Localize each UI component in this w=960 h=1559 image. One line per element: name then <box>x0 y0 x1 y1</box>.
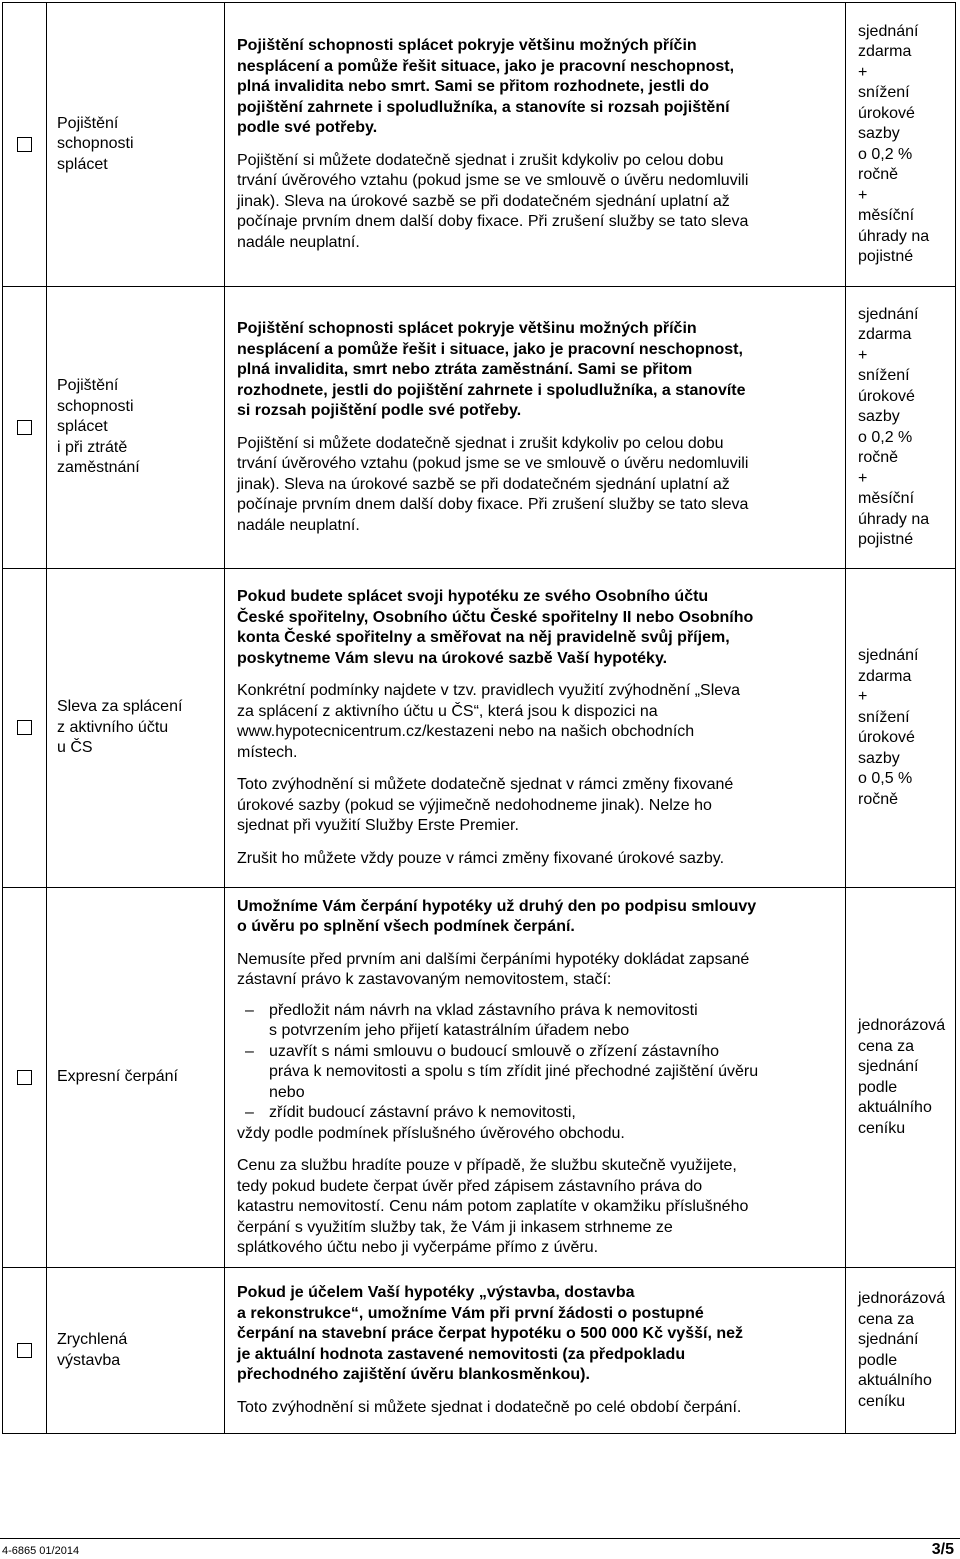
list-line: práva k nemovitosti a spolu s tím zřídit jiné přechodné zajištění úvěru <box>269 1063 759 1080</box>
benefit-line: zdarma <box>858 43 912 60</box>
desc-line: sjednat při využití Služby Erste Premier. <box>237 817 519 834</box>
dash-bullet: – <box>245 1042 254 1060</box>
desc-line: vždy podle podmínek příslušného úvěrového obchodu. <box>237 1124 625 1142</box>
desc-line: trvání úvěrového vztahu (pokud jsme se ve smlouvě o úvěru nedomluvili <box>237 172 749 189</box>
desc-line: Pojištění si můžete dodatečně sjednat i zrušit kdykoliv po celou dobu <box>237 151 724 169</box>
service-description <box>225 569 846 888</box>
benefit-line: cena za <box>858 1037 915 1055</box>
list-line: nebo <box>269 1083 305 1101</box>
name-line: Sleva za splácení <box>57 698 183 716</box>
desc-line: rozhodnete, jestli do pojištění zahrnete i spoludlužníka, a stanovíte <box>237 381 746 399</box>
desc-line: o úvěru po splnění všech podmínek čerpání. <box>237 918 575 935</box>
desc-line: podle své potřeby. <box>237 119 378 136</box>
desc-line: Nemusíte před prvním ani dalšími čerpáními hypotéky dokládat zapsané <box>237 950 750 968</box>
service-description <box>225 3 846 287</box>
benefit-line: + <box>858 346 868 364</box>
desc-line: místech. <box>237 743 298 761</box>
desc-line: plná invalidita, smrt nebo ztráta zaměstnání. Sami se přitom <box>237 361 693 378</box>
name-line: Pojištění <box>57 114 119 132</box>
benefit-line: pojistné <box>858 531 914 548</box>
benefit-line: sjednání <box>858 22 919 40</box>
table-row <box>3 3 956 287</box>
benefit-line: aktuálního <box>858 1099 932 1116</box>
name-line: zaměstnání <box>57 459 140 477</box>
footer-divider <box>0 1538 960 1539</box>
benefit-line: jednorázová <box>858 1017 946 1034</box>
list-line: s potvrzením jeho přijetí katastrálním úřadem nebo <box>269 1022 630 1039</box>
benefit-line: úhrady na <box>858 510 930 528</box>
desc-line: trvání úvěrového vztahu (pokud jsme se ve smlouvě o úvěru nedomluvili <box>237 455 749 472</box>
benefit-line: cena za <box>858 1310 915 1328</box>
checkbox[interactable] <box>17 420 32 435</box>
desc-line: si rozsah pojištění podle své potřeby. <box>237 402 522 419</box>
benefit-line: sjednání podle <box>858 1058 919 1096</box>
service-name <box>47 888 225 1268</box>
service-name <box>47 287 225 569</box>
benefit-line: úrokové sazby <box>858 104 915 142</box>
dash-bullet: – <box>245 1001 254 1019</box>
name-line: Expresní čerpání <box>57 1068 178 1086</box>
dash-bullet: – <box>245 1104 254 1121</box>
list-item <box>237 1001 833 1042</box>
table-row <box>3 287 956 569</box>
service-benefit <box>846 888 956 1268</box>
desc-line: přechodného zajištění úvěru blankosměnkou). <box>237 1366 590 1383</box>
desc-line: jinak). Sleva na úrokové sazbě se při dodatečném sjednání uplatní až <box>237 192 730 210</box>
name-line: splácet <box>57 155 108 173</box>
desc-line: pojištění zahrnete i spoludlužníka, a stanovíte si rozsah pojištění <box>237 98 730 116</box>
benefit-line: úrokové sazby <box>858 387 915 425</box>
benefit-line: o 0,5 % ročně <box>858 770 913 808</box>
service-name <box>47 1268 225 1434</box>
benefit-line: zdarma <box>858 326 912 343</box>
benefit-line: sjednání <box>858 647 919 664</box>
service-description <box>225 1268 846 1434</box>
table-row <box>3 1268 956 1434</box>
service-benefit <box>846 3 956 287</box>
benefit-line: úhrady na <box>858 227 930 245</box>
service-name <box>47 3 225 287</box>
desc-line: za splácení z aktivního účtu u ČS“, která jsou k dispozici na <box>237 702 658 720</box>
checkbox[interactable] <box>17 1343 32 1358</box>
desc-line: Toto zvýhodnění si můžete sjednat i dodatečně po celé období čerpání. <box>237 1398 742 1416</box>
benefit-line: zdarma <box>858 667 912 685</box>
name-line: splácet <box>57 418 108 436</box>
list-item <box>237 1103 833 1124</box>
conditions-list <box>237 1001 833 1124</box>
benefit-line: pojistné <box>858 248 914 265</box>
benefit-line: o 0,2 % ročně <box>858 145 913 183</box>
service-benefit <box>846 287 956 569</box>
desc-line: Pokud budete splácet svoji hypotéku ze svého Osobního účtu <box>237 588 709 605</box>
benefit-line: úrokové sazby <box>858 729 915 767</box>
name-line: z aktivního účtu <box>57 718 169 736</box>
desc-line: čerpání s využitím služby tak, že Vám ji inkasem strhneme ze <box>237 1218 673 1236</box>
list-line: předložit nám návrh na vklad zástavního práva k nemovitosti <box>269 1001 698 1019</box>
document-code: 4-6865 01/2014 <box>2 1545 80 1557</box>
desc-line: www.hypotecnicentrum.cz/kestazeni nebo na našich obchodních <box>237 723 695 740</box>
desc-line: a rekonstrukce“, umožníme Vám při první žádosti o postupné <box>237 1304 704 1322</box>
desc-line: nesplácení a pomůže řešit situace, jako je pracovní neschopnost, <box>237 57 735 75</box>
table-row <box>3 569 956 888</box>
service-description <box>225 888 846 1268</box>
desc-line: jinak). Sleva na úrokové sazbě se při dodatečném sjednání uplatní až <box>237 475 730 493</box>
desc-line: katastru nemovitostí. Cenu nám potom zaplatíte v okamžiku příslušného <box>237 1198 749 1215</box>
desc-line: tedy pokud budete čerpat úvěr před zápisem zástavního práva do <box>237 1177 703 1195</box>
benefit-line: měsíční <box>858 490 915 507</box>
desc-line: zástavní právo k zastavovaným nemovitostem, stačí: <box>237 971 612 988</box>
service-benefit <box>846 1268 956 1434</box>
benefit-line: měsíční <box>858 207 915 224</box>
name-line: schopnosti <box>57 135 134 153</box>
benefit-line: ceníku <box>858 1119 906 1137</box>
checkbox[interactable] <box>17 1070 32 1085</box>
name-line: Zrychlená <box>57 1331 128 1348</box>
benefit-line: + <box>858 469 868 487</box>
benefit-line: + <box>858 186 868 204</box>
benefit-line: sjednání podle <box>858 1331 919 1369</box>
service-name <box>47 569 225 888</box>
desc-line: Umožníme Vám čerpání hypotéky už druhý den po podpisu smlouvy <box>237 897 757 915</box>
benefit-line: sjednání <box>858 305 919 323</box>
desc-line: nadále neuplatní. <box>237 233 360 251</box>
service-description <box>225 287 846 569</box>
desc-line: poskytneme Vám slevu na úrokové sazbě Vaší hypotéky. <box>237 649 668 667</box>
name-line: schopnosti <box>57 397 134 415</box>
list-item <box>237 1042 833 1104</box>
table-row <box>3 888 956 1268</box>
benefit-line: jednorázová <box>858 1290 946 1307</box>
checkbox[interactable] <box>17 720 32 735</box>
checkbox[interactable] <box>17 137 32 152</box>
list-line: uzavřít s námi smlouvu o budoucí smlouvě o zřízení zástavního <box>269 1042 719 1060</box>
desc-line: Cenu za službu hradíte pouze v případě, že službu skutečně využijete, <box>237 1157 737 1174</box>
benefit-line: snížení <box>858 708 910 726</box>
desc-line: splátkového účtu nebo ji vyčerpáme přímo z úvěru. <box>237 1239 599 1256</box>
name-line: i při ztrátě <box>57 438 128 456</box>
desc-line: úrokové sazby (pokud se výjimečně nedohodneme jinak). Nelze ho <box>237 796 712 814</box>
name-line: u ČS <box>57 739 93 757</box>
desc-line: Konkrétní podmínky najdete v tzv. pravidlech využití zvýhodnění „Sleva <box>237 682 741 699</box>
desc-line: konta České spořitelny a směřovat na něj pravidelně svůj příjem, <box>237 629 730 646</box>
desc-line: je aktuální hodnota zastavené nemovitosti (za předpokladu <box>237 1345 686 1363</box>
desc-line: počínaje prvním dnem další doby fixace. Při zrušení služby se tato sleva <box>237 213 749 230</box>
name-line: Pojištění <box>57 377 119 395</box>
services-table <box>2 2 956 1434</box>
desc-line: Pojištění si můžete dodatečně sjednat i zrušit kdykoliv po celou dobu <box>237 434 724 452</box>
desc-line: Toto zvýhodnění si můžete dodatečně sjednat v rámci změny fixované <box>237 776 734 793</box>
desc-line: počínaje prvním dnem další doby fixace. Při zrušení služby se tato sleva <box>237 496 749 513</box>
desc-line: České spořitelny, Osobního účtu České spořitelny II nebo Osobního <box>237 608 754 626</box>
benefit-line: snížení <box>858 84 910 101</box>
desc-line: Pokud je účelem Vaší hypotéky „výstavba, dostavba <box>237 1284 635 1301</box>
benefit-line: aktuálního <box>858 1372 932 1389</box>
list-line: zřídit budoucí zástavní právo k nemovitosti, <box>269 1104 576 1121</box>
benefit-line: ceníku <box>858 1392 906 1410</box>
page-number: 3/5 <box>931 1541 954 1558</box>
desc-line: nesplácení a pomůže řešit i situace, jako je pracovní neschopnost, <box>237 340 743 358</box>
desc-line: Pojištění schopnosti splácet pokryje většinu možných příčin <box>237 37 697 54</box>
desc-line: plná invalidita nebo smrt. Sami se přitom rozhodnete, jestli do <box>237 78 710 95</box>
benefit-line: + <box>858 688 868 705</box>
desc-line: Pojištění schopnosti splácet pokryje většinu možných příčin <box>237 320 697 337</box>
benefit-line: snížení <box>858 367 910 384</box>
name-line: výstavba <box>57 1351 121 1369</box>
desc-line: nadále neuplatní. <box>237 516 360 534</box>
desc-line: čerpání na stavební práce čerpat hypotéku o 500 000 Kč vyšší, než <box>237 1325 744 1342</box>
service-benefit <box>846 569 956 888</box>
benefit-line: o 0,2 % ročně <box>858 428 913 466</box>
benefit-line: + <box>858 63 868 81</box>
desc-line: Zrušit ho můžete vždy pouze v rámci změny fixované úrokové sazby. <box>237 849 725 867</box>
